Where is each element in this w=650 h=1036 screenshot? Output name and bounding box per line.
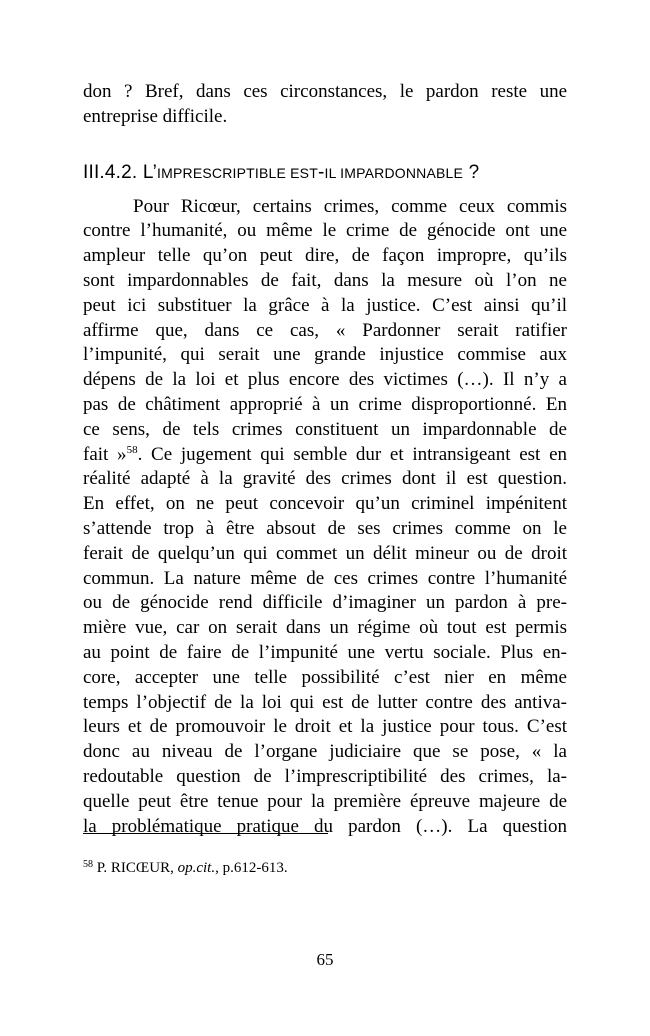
text-line: ce sens, de tels crimes constituent un impardonnable de	[83, 418, 567, 440]
text-line: réalité adapté à la gravité des crimes dont il est question.	[83, 468, 567, 490]
text-line: entreprise difficile.	[83, 105, 228, 127]
footnote-reference: 58	[126, 443, 138, 456]
text-line: s’attende trop à être absout de ses crimes comme on le	[83, 517, 567, 539]
footnote-pages: , p.612-613.	[215, 860, 288, 876]
text-line: temps l’objectif de la loi qui est de lutter contre des antiva-	[83, 691, 567, 713]
footnote-number: 58	[83, 859, 93, 870]
text-line: En effet, on ne peut concevoir qu’un criminel impénitent	[83, 493, 567, 515]
heading-title-part-1: IMPRESCRIPTIBLE EST	[157, 164, 318, 181]
footnote-author: P. RICŒUR,	[93, 860, 178, 876]
text-line: commun. La nature même de ces crimes contre l’humanité	[83, 567, 567, 589]
heading-dash: -	[317, 161, 325, 183]
text-line: ou de génocide rend difficile d’imaginer un pardon à pre-	[83, 592, 567, 614]
text-line: peut ici substituer la grâce à la justice. C’est ainsi qu’il	[83, 294, 567, 316]
body-paragraph	[83, 195, 567, 840]
text-line: dépens de la loi et plus encore des victimes (…). Il n’y a	[83, 369, 567, 391]
text-line: donc au niveau de l’organe judiciaire que se pose, « la	[83, 741, 567, 763]
text-line: ampleur telle qu’on peut dire, de façon impropre, qu’ils	[83, 245, 567, 267]
text-line: redoutable question de l’imprescriptibilité des crimes, la-	[83, 765, 567, 787]
footnote-line-before: fait »	[83, 443, 127, 465]
text-line: don ? Bref, dans ces circonstances, le pardon reste une	[83, 81, 567, 102]
footnote-line-after: . Ce jugement qui semble dur et intransigeant est en	[137, 443, 567, 465]
text-line: mière vue, car on serait dans un régime où tout est permis	[83, 617, 567, 639]
footnote-work: op.cit.	[177, 860, 216, 876]
text-line: quelle peut être tenue pour la première épreuve majeure de	[83, 790, 567, 812]
page-content	[83, 80, 567, 839]
text-line: leurs et de promouvoir le droit et la justice pour tous. C’est	[83, 716, 567, 738]
heading-number: III.4.2. L’	[83, 161, 158, 183]
text-line: sont impardonnables de fait, dans la mesure où l’on ne	[83, 269, 567, 291]
text-line-with-footnote-ref	[83, 443, 567, 468]
intro-paragraph	[83, 80, 567, 130]
heading-title-part-2: IL IMPARDONNABLE	[324, 164, 464, 181]
text-line: la problématique pratique du pardon (…). La question	[83, 815, 567, 837]
heading-question-mark: ?	[463, 161, 480, 183]
section-heading	[83, 161, 567, 185]
page-number: 65	[316, 950, 334, 969]
text-line: l’impunité, qui serait une grande injustice commise aux	[83, 344, 567, 366]
footnote-divider	[83, 833, 328, 834]
footnote	[83, 858, 288, 878]
text-line: core, accepter une telle possibilité c’est nier en même	[83, 666, 567, 688]
text-line: contre l’humanité, ou même le crime de génocide ont une	[83, 220, 567, 242]
text-line: affirme que, dans ce cas, « Pardonner serait ratifier	[83, 319, 567, 341]
text-line: Pour Ricœur, certains crimes, comme ceux commis	[133, 195, 567, 217]
text-line: au point de faire de l’impunité une vertu sociale. Plus en-	[83, 641, 567, 663]
text-line: ferait de quelqu’un qui commet un délit mineur ou de droit	[83, 542, 567, 564]
text-line: pas de châtiment approprié à un crime disproportionné. En	[83, 393, 567, 415]
